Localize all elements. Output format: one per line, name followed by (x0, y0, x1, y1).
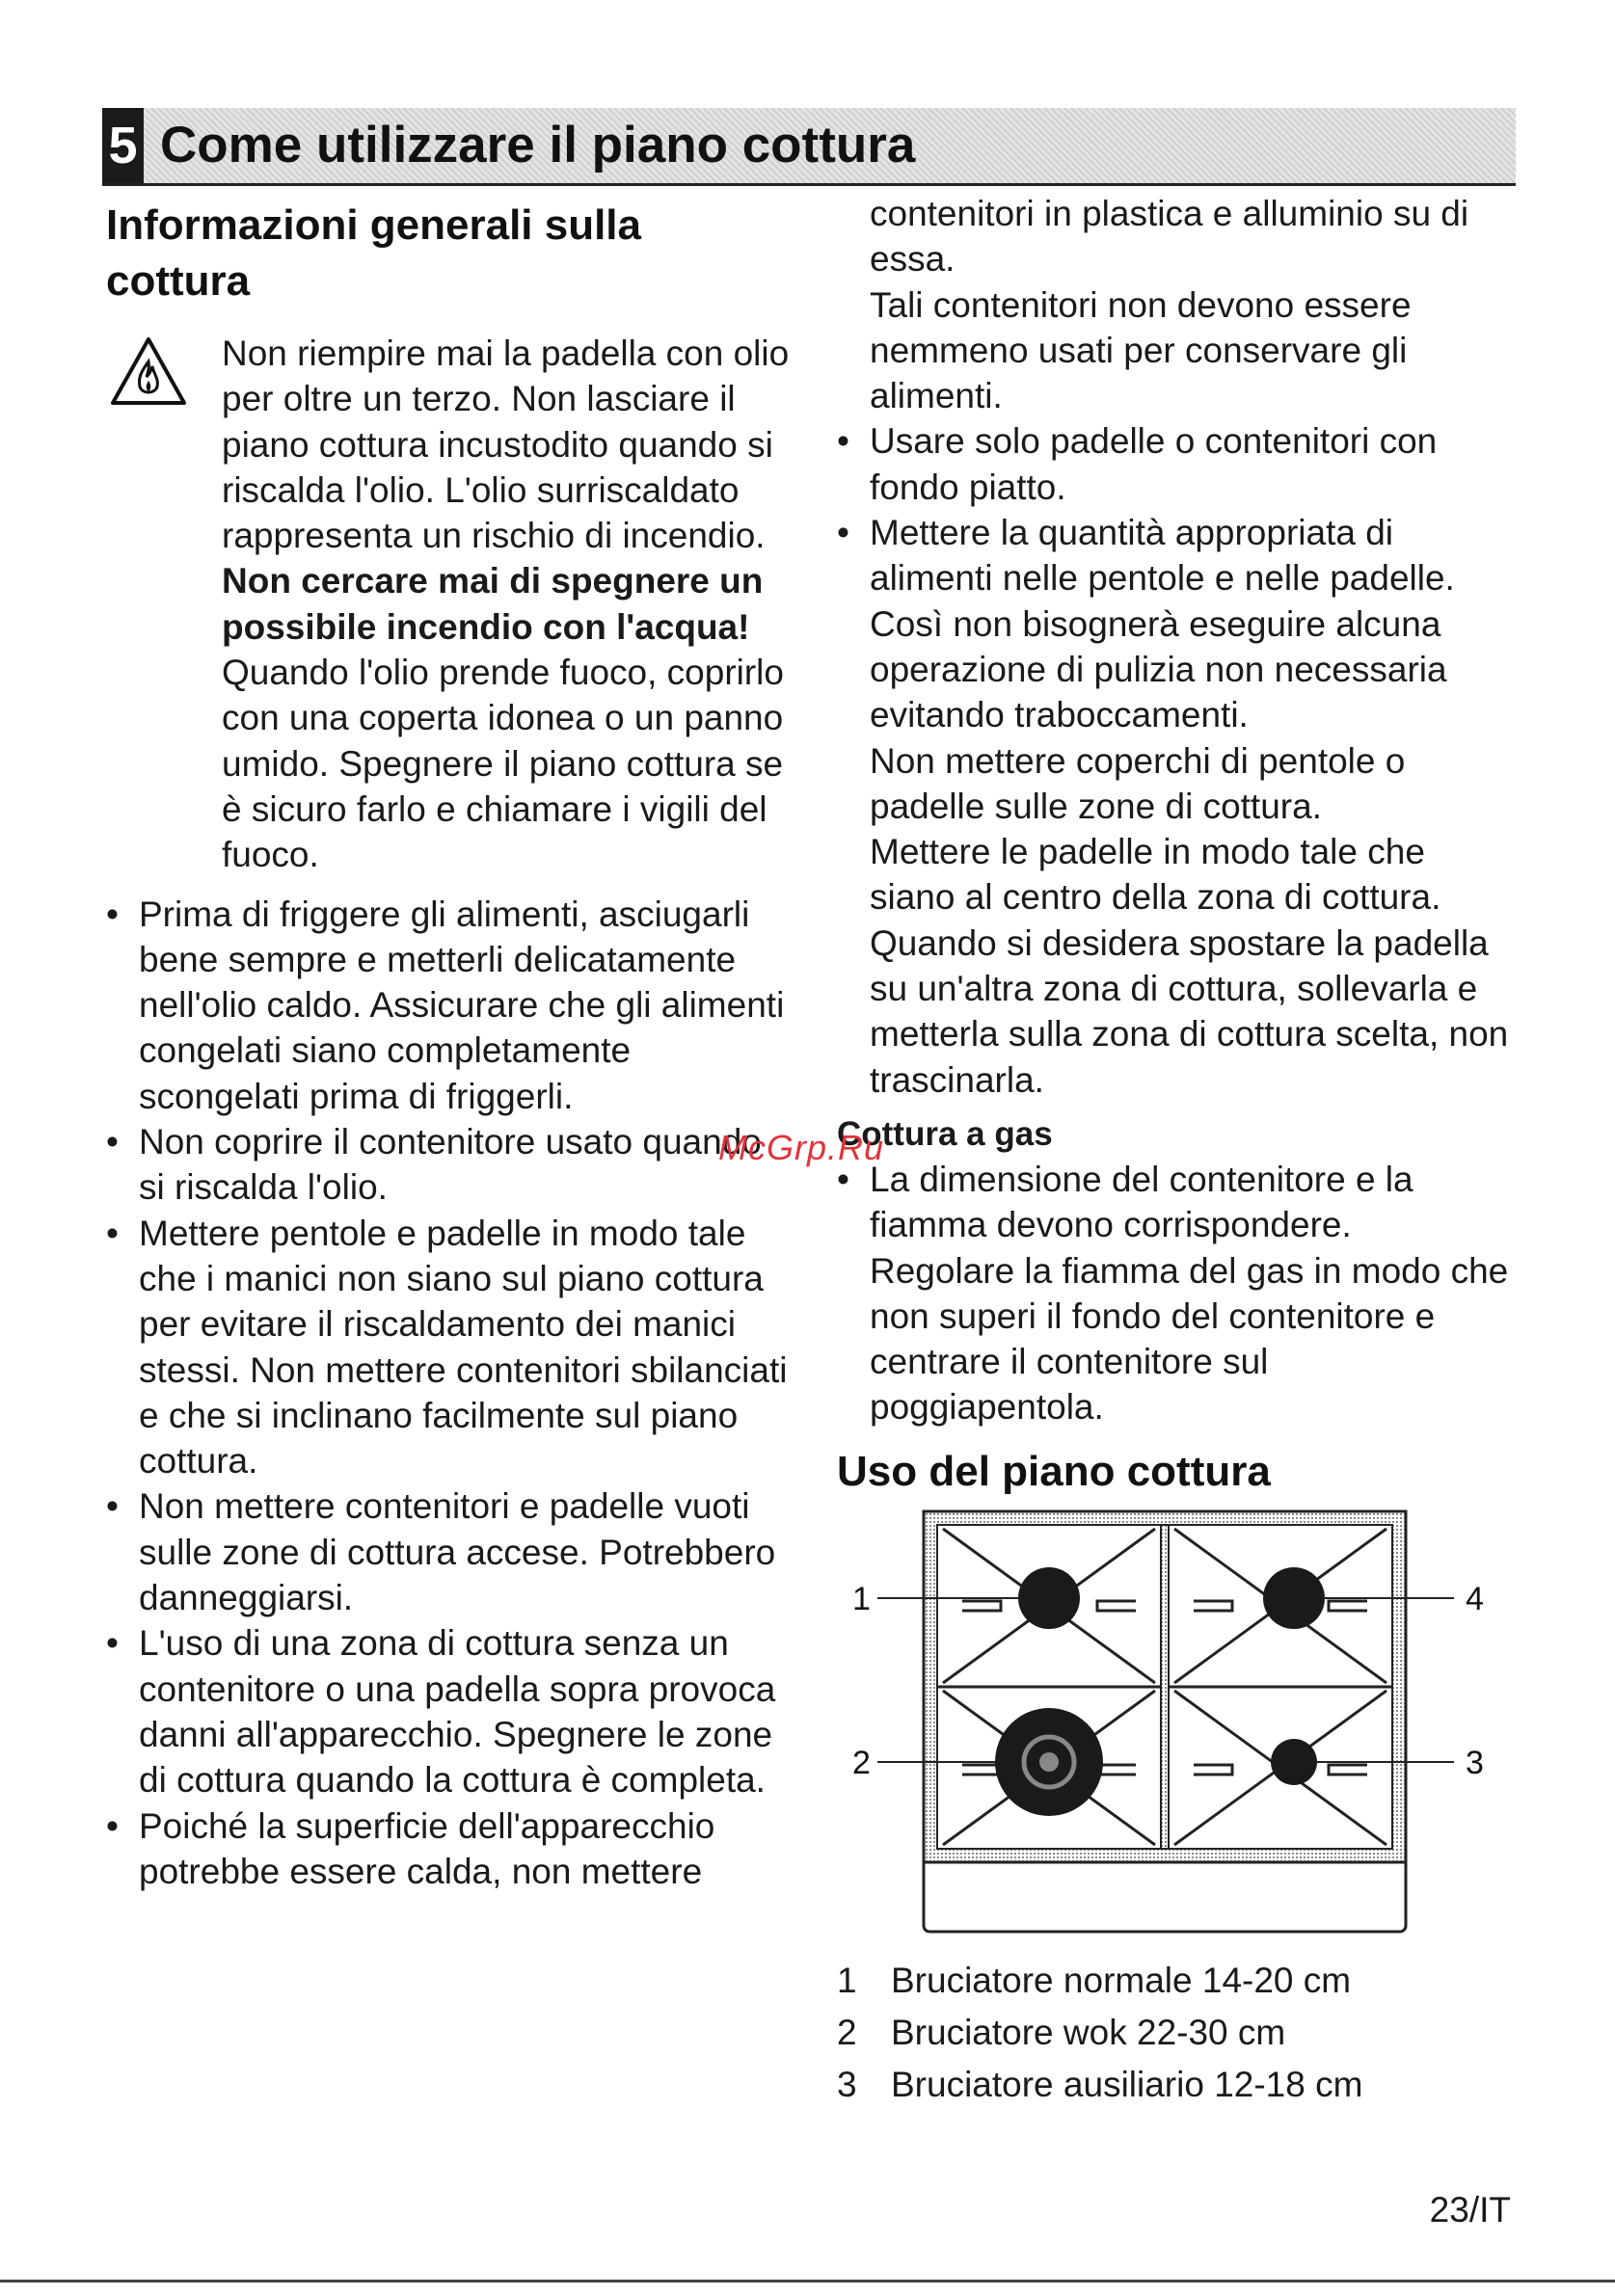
gas-bullet-list (837, 1157, 1512, 1248)
list-item: • L'uso di una zona di cottura senza un contenitore o una padella sopra provoca danni all'apparecchio. Spegnere le zone di cottura quando la cottura è completa. (106, 1620, 791, 1802)
diagram-label-3: 3 (1466, 1744, 1484, 1781)
diagram-label-1: 1 (852, 1580, 871, 1617)
legend-text: Bruciatore normale 14-20 cm (891, 1960, 1352, 2000)
burner-normal-right (1263, 1567, 1325, 1629)
warning-text-before: Non riempire mai la padella con olio per oltre un terzo. Non lasciare il piano cottura incustodito quando si riscalda l'olio. L'olio surriscaldato rappresenta un rischio di incendio. (222, 334, 790, 556)
left-bullet-list (106, 892, 791, 1895)
heading-gas-cooking: Cottura a gas (837, 1114, 1053, 1153)
legend-text: Bruciatore wok 22-30 cm (891, 2012, 1286, 2052)
warning-text-after: Quando l'olio prende fuoco, coprirlo con una coperta idonea o un panno umido. Spegnere il piano cottura se è sicuro farlo e chiamare i vigili del fuoco. (222, 653, 784, 875)
fire-warning-icon (110, 336, 187, 406)
right-column (837, 191, 1512, 2111)
burner-auxiliary (1271, 1739, 1317, 1785)
bullet-extra-1: Non mettere coperchi di pentole o padelle sulle zone di cottura. (870, 740, 1406, 826)
gas-extra-text: Regolare la fiamma del gas in modo che non superi il fondo del contenitore e centrare il contenitore sul poggiapentola. (870, 1250, 1509, 1428)
fire-warning-block (106, 331, 791, 878)
heading-hob-use: Uso del piano cottura (837, 1447, 1271, 1495)
list-item: • Prima di friggere gli alimenti, asciugarli bene sempre e metterli delicatamente nell'olio caldo. Assicurare che gli alimenti congelati siano completamente scongelati prima di friggerli. (106, 892, 791, 1119)
list-item: • Non mettere contenitori e padelle vuoti sulle zone di cottura accese. Potrebbero danneggiarsi. (106, 1483, 791, 1620)
list-item: • La dimensione del contenitore e la fiamma devono corrispondere. (837, 1157, 1512, 1248)
legend-number: 1 (837, 1960, 857, 2000)
legend-row (837, 2059, 1512, 2111)
continuation-text-2: Tali contenitori non devono essere nemmeno usati per conservare gli alimenti. (870, 284, 1412, 416)
footer-line (0, 2280, 1615, 2283)
right-bullet-list (837, 418, 1512, 737)
legend-number: 2 (837, 2012, 857, 2052)
diagram-label-2: 2 (852, 1744, 871, 1781)
hob-illustration (837, 1509, 1512, 1934)
list-item: • Mettere la quantità appropriata di alimenti nelle pentole e nelle padelle. Così non bisognerà eseguire alcuna operazione di pulizia non necessaria evitando traboccamenti. (837, 510, 1512, 737)
left-column (106, 198, 791, 1894)
legend-number: 3 (837, 2064, 857, 2104)
list-item: • Poiché la superficie dell'apparecchio potrebbe essere calda, non mettere (106, 1803, 791, 1895)
warning-text-bold: Non cercare mai di spegnere un possibile incendio con l'acqua! (222, 561, 764, 647)
hob-diagram (837, 1509, 1512, 1934)
watermark: McGrp.Ru (718, 1128, 885, 1167)
burner-normal (1018, 1567, 1080, 1629)
page-number: 23/IT (1429, 2190, 1511, 2229)
section-number: 5 (102, 108, 144, 183)
warning-text (222, 331, 791, 878)
bullet-extra-2: Mettere le padelle in modo tale che siano al centro della zona di cottura. Quando si desidera spostare la padella su un'altra zona di cottura, sollevarla e metterla sulla zona di cottura scelta, non trascinarla. (870, 832, 1509, 1100)
section-title: Come utilizzare il piano cottura (160, 117, 916, 174)
list-item: • Usare solo padelle o contenitori con fondo piatto. (837, 418, 1512, 510)
list-item: • Non coprire il contenitore usato quando si riscalda l'olio. (106, 1119, 791, 1211)
continuation-text: contenitori in plastica e alluminio su di essa. (870, 194, 1469, 280)
legend-row (837, 1955, 1512, 2007)
legend-text: Bruciatore ausiliario 12-18 cm (891, 2064, 1363, 2104)
list-item: • Mettere pentole e padelle in modo tale che i manici non siano sul piano cottura per evitare il riscaldamento dei manici stessi. Non mettere contenitori sbilanciati e che si inclinano facilmente sul piano cottura. (106, 1211, 791, 1484)
diagram-label-4: 4 (1466, 1580, 1484, 1617)
heading-general-info: Informazioni generali sulla cottura (106, 201, 642, 305)
burner-legend (837, 1955, 1512, 2111)
legend-row (837, 2007, 1512, 2059)
